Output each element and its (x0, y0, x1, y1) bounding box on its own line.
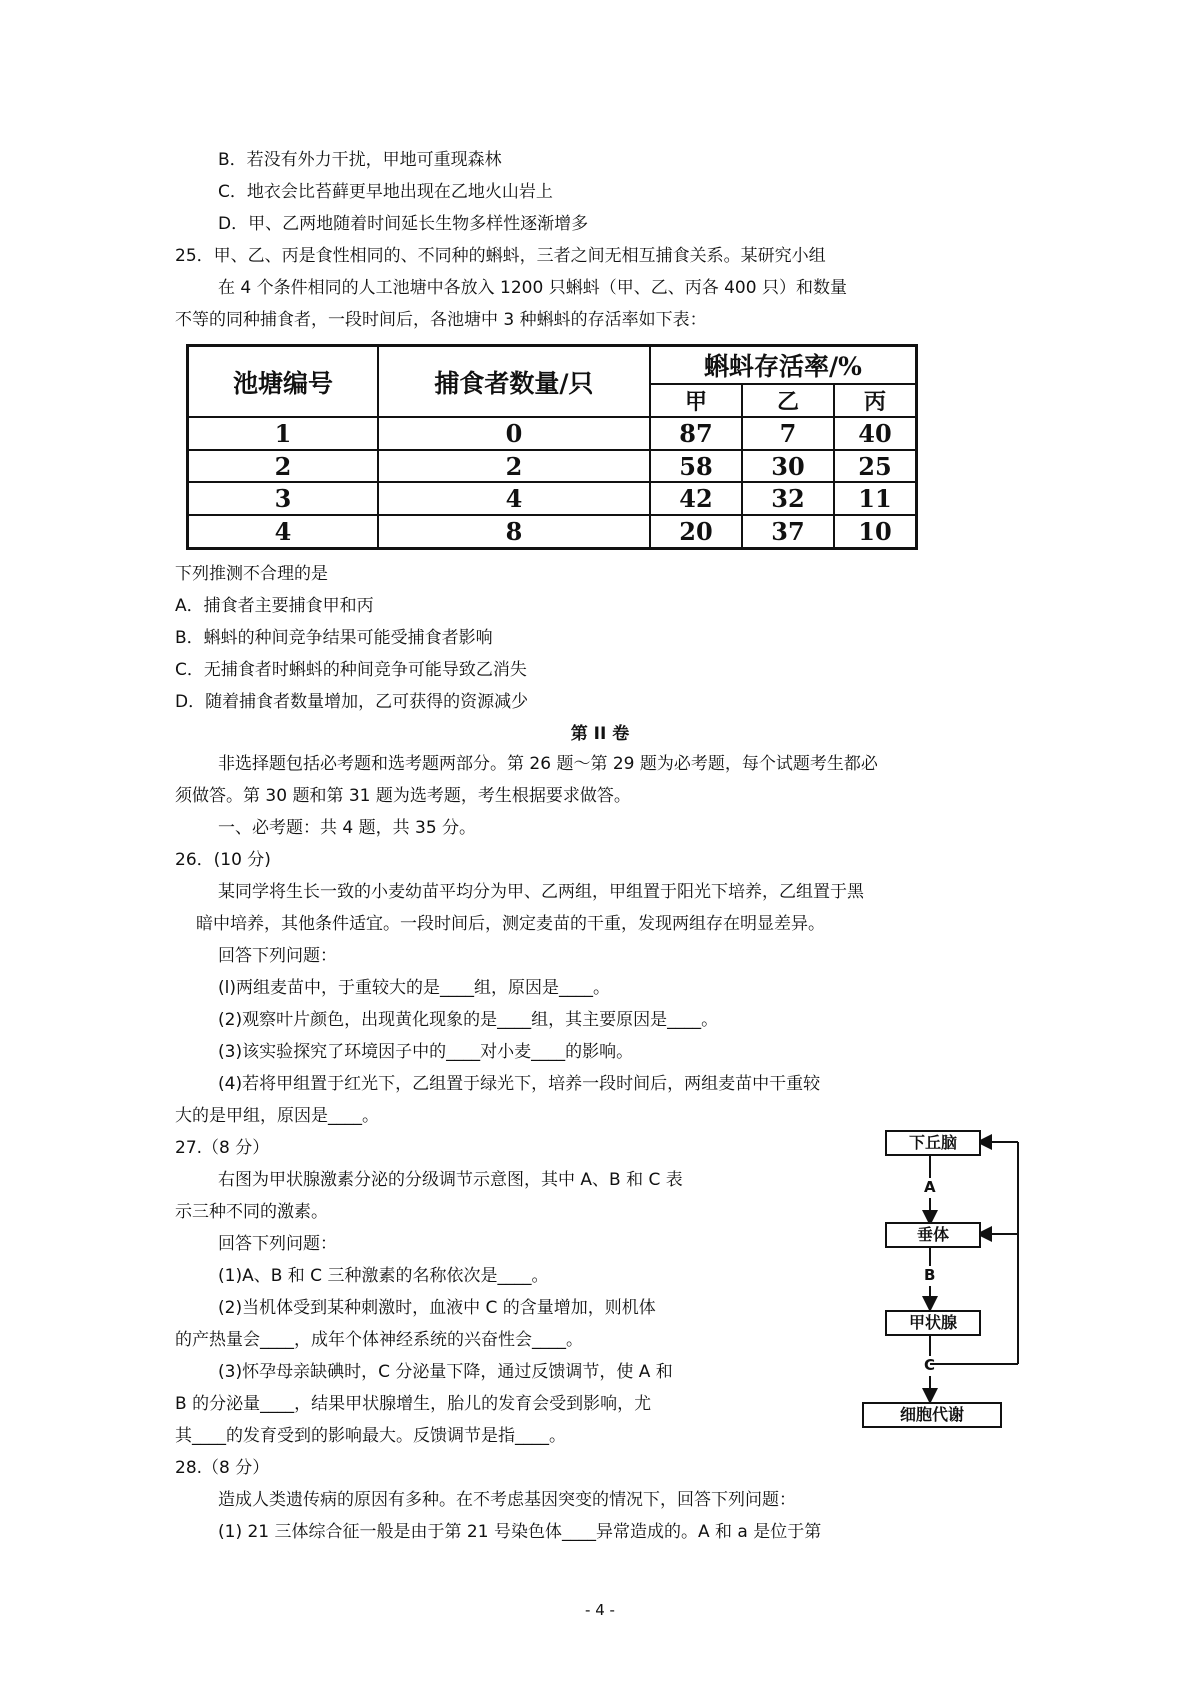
cell-yi: 37 (742, 515, 834, 548)
q25-stem-line1: 25．甲、乙、丙是食性相同的、不同种的蝌蚪，三者之间无相互捕食关系。某研究小组 (175, 246, 826, 266)
table-row (188, 417, 917, 450)
section-intro-line1: 非选择题包括必考题和选考题两部分。第 26 题～第 29 题为必考题，每个试题考生都必 (218, 754, 878, 774)
cell-jia: 20 (650, 515, 742, 548)
thyroid-box: 甲状腺 (885, 1310, 981, 1336)
cell-yi: 32 (742, 482, 834, 515)
q26-stem-line1: 某同学将生长一致的小麦幼苗平均分为甲、乙两组，甲组置于阳光下培养，乙组置于黑 (218, 882, 864, 902)
cell-predators: 8 (378, 515, 650, 548)
table-row (188, 450, 917, 483)
hormone-a-label: A (924, 1178, 936, 1196)
survival-rate-table (186, 344, 918, 550)
q26-header: 26．(10 分) (175, 850, 271, 870)
table-row (188, 482, 917, 515)
cell-bing: 11 (834, 482, 917, 515)
cell-jia: 58 (650, 450, 742, 483)
q25-option-b: B．蝌蚪的种间竞争结果可能受捕食者影响 (175, 628, 493, 648)
page-number: - 4 - (585, 1601, 615, 1619)
q24-option-d: D．甲、乙两地随着时间延长生物多样性逐渐增多 (218, 214, 589, 234)
q26-subquestion-4b: 大的是甲组，原因是____。 (175, 1106, 379, 1126)
q26-stem-line2: 暗中培养，其他条件适宜。一段时间后，测定麦苗的干重，发现两组存在明显差异。 (196, 914, 825, 934)
cell-pond: 3 (188, 482, 379, 515)
cell-bing: 25 (834, 450, 917, 483)
q26-subquestion-1: (l)两组麦苗中，于重较大的是____组，原因是____。 (218, 978, 610, 998)
header-predators: 捕食者数量/只 (378, 346, 650, 418)
q25-option-c: C．无捕食者时蝌蚪的种间竞争可能导致乙消失 (175, 660, 527, 680)
q27-stem-line2: 示三种不同的激素。 (175, 1202, 328, 1222)
table-row (188, 515, 917, 548)
q26-subquestion-2: (2)观察叶片颜色，出现黄化现象的是____组，其主要原因是____。 (218, 1010, 719, 1030)
q25-stem-line3: 不等的同种捕食者，一段时间后，各池塘中 3 种蝌蚪的存活率如下表： (175, 310, 707, 330)
q24-option-c: C．地衣会比苔藓更早地出现在乙地火山岩上 (218, 182, 553, 202)
cell-pond: 4 (188, 515, 379, 548)
cell-pond: 2 (188, 450, 379, 483)
q27-subquestion-3a: (3)怀孕母亲缺碘时，C 分泌量下降，通过反馈调节，使 A 和 (218, 1362, 673, 1382)
required-questions-note: 一、必考题：共 4 题，共 35 分。 (218, 818, 477, 838)
q27-subquestion-1: (1)A、B 和 C 三种激素的名称依次是____。 (218, 1266, 549, 1286)
cell-bing: 10 (834, 515, 917, 548)
q26-subquestion-4a: (4)若将甲组置于红光下，乙组置于绿光下，培养一段时间后，两组麦苗中干重较 (218, 1074, 821, 1094)
q28-subquestion-1: (1) 21 三体综合征一般是由于第 21 号染色体____异常造成的。A 和 a 是位于第 (218, 1522, 822, 1542)
q25-question: 下列推测不合理的是 (175, 564, 328, 584)
q27-header: 27.（8 分） (175, 1138, 270, 1158)
cell-predators: 4 (378, 482, 650, 515)
q26-answer-prompt: 回答下列问题： (218, 946, 337, 966)
q27-subquestion-3c: 其____的发育受到的影响最大。反馈调节是指____。 (175, 1426, 566, 1446)
q25-option-a: A．捕食者主要捕食甲和丙 (175, 596, 374, 616)
header-survival: 蝌蚪存活率/% (650, 346, 917, 385)
group-bing: 丙 (834, 384, 917, 417)
hormone-c-label: C (924, 1356, 936, 1374)
q26-subquestion-3: (3)该实验探究了环境因子中的____对小麦____的影响。 (218, 1042, 634, 1062)
cell-yi: 30 (742, 450, 834, 483)
header-pond: 池塘编号 (188, 346, 379, 418)
cell-yi: 7 (742, 417, 834, 450)
hypothalamus-box: 下丘脑 (885, 1130, 981, 1156)
q28-stem-line1: 造成人类遗传病的原因有多种。在不考虑基因突变的情况下，回答下列问题： (218, 1490, 796, 1510)
pituitary-box: 垂体 (885, 1222, 981, 1248)
group-jia: 甲 (650, 384, 742, 417)
hormone-b-label: B (924, 1266, 936, 1284)
cell-jia: 87 (650, 417, 742, 450)
q24-option-b: B．若没有外力干扰，甲地可重现森林 (218, 150, 502, 170)
section-intro-line2: 须做答。第 30 题和第 31 题为选考题，考生根据要求做答。 (175, 786, 631, 806)
cell-pond: 1 (188, 417, 379, 450)
q27-answer-prompt: 回答下列问题： (218, 1234, 337, 1254)
cell-predators: 2 (378, 450, 650, 483)
q25-stem-line2: 在 4 个条件相同的人工池塘中各放入 1200 只蝌蚪（甲、乙、丙各 400 只）和数量 (218, 278, 847, 298)
q27-subquestion-2a: (2)当机体受到某种刺激时，血液中 C 的含量增加，则机体 (218, 1298, 656, 1318)
section-title: 第 II 卷 (570, 724, 630, 744)
q27-stem-line1: 右图为甲状腺激素分泌的分级调节示意图，其中 A、B 和 C 表 (218, 1170, 683, 1190)
cell-metabolism-box: 细胞代谢 (862, 1402, 1002, 1428)
q28-header: 28.（8 分） (175, 1458, 270, 1478)
cell-predators: 0 (378, 417, 650, 450)
q27-subquestion-2b: 的产热量会____，成年个体神经系统的兴奋性会____。 (175, 1330, 583, 1350)
q25-option-d: D．随着捕食者数量增加，乙可获得的资源减少 (175, 692, 529, 712)
q27-subquestion-3b: B 的分泌量____，结果甲状腺增生，胎儿的发育会受到影响，尤 (175, 1394, 652, 1414)
group-yi: 乙 (742, 384, 834, 417)
cell-jia: 42 (650, 482, 742, 515)
cell-bing: 40 (834, 417, 917, 450)
